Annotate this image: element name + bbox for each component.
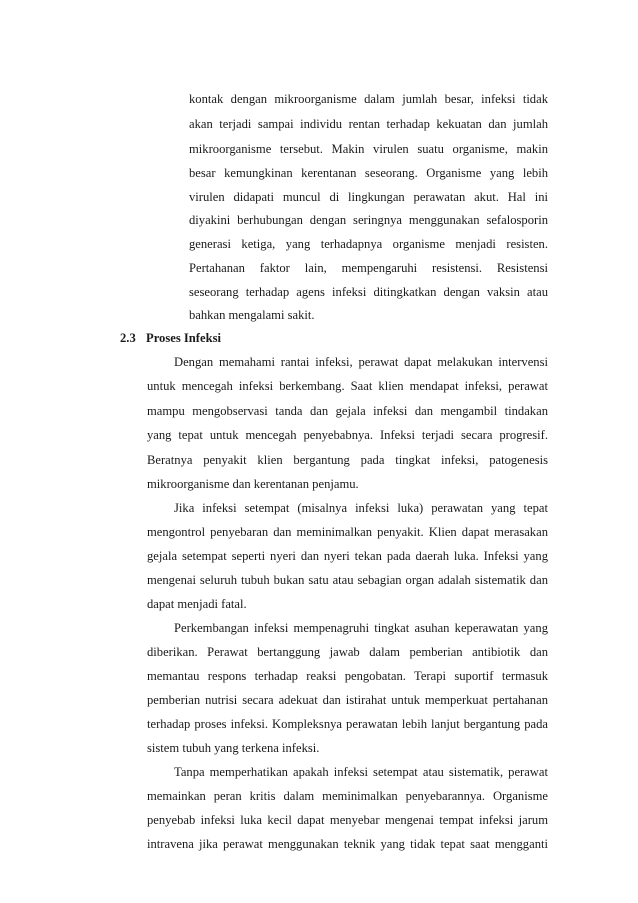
text-line: diberikan. Perawat bertanggung jawab dalam pemberian antibiotik dan [147, 645, 548, 659]
text-line: memainkan peran kritis dalam meminimalkan penyebarannya. Organisme [147, 789, 548, 803]
text-line: diyakini berhubungan dengan seringnya menggunakan sefalosporin [189, 213, 548, 227]
text-line: sistem tubuh yang terkena infeksi. [147, 741, 320, 755]
text-line: memantau respons terhadap reaksi pengobatan. Terapi suportif termasuk [147, 669, 548, 683]
section-number: 2.3 [120, 331, 136, 345]
text-line: Dengan memahami rantai infeksi, perawat dapat melakukan intervensi [174, 355, 548, 369]
text-line: bahkan mengalami sakit. [189, 308, 315, 322]
text-line: Tanpa memperhatikan apakah infeksi setempat atau sistematik, perawat [174, 765, 548, 779]
text-line: mampu mengobservasi tanda dan gejala infeksi dan mengambil tindakan [147, 404, 548, 418]
text-line: kontak dengan mikroorganisme dalam jumlah besar, infeksi tidak [189, 92, 548, 106]
text-line: Pertahanan faktor lain, mempengaruhi resistensi. Resistensi [189, 261, 548, 275]
text-line: mikroorganisme dan kerentanan penjamu. [147, 477, 359, 491]
section-title: Proses Infeksi [146, 331, 221, 345]
text-line: Beratnya penyakit klien bergantung pada tingkat infeksi, patogenesis [147, 453, 548, 467]
text-line: generasi ketiga, yang terhadapnya organisme menjadi resisten. [189, 237, 548, 251]
text-line: Jika infeksi setempat (misalnya infeksi luka) perawatan yang tepat [174, 501, 548, 515]
text-line: pemberian nutrisi secara adekuat dan istirahat untuk memperkuat pertahanan [147, 693, 548, 707]
text-line: mengenai seluruh tubuh bukan satu atau sebagian organ adalah sistematik dan [147, 573, 548, 587]
text-line: akan terjadi sampai individu rentan terhadap kekuatan dan jumlah [189, 117, 548, 131]
text-line: besar kemungkinan kerentanan seseorang. Organisme yang lebih [189, 166, 548, 180]
text-line: virulen didapati muncul di lingkungan perawatan akut. Hal ini [189, 190, 548, 204]
text-line: untuk mencegah infeksi berkembang. Saat klien mendapat infeksi, perawat [147, 379, 548, 393]
text-line: Perkembangan infeksi mempenagruhi tingkat asuhan keperawatan yang [174, 621, 548, 635]
text-line: mengontrol penyebaran dan meminimalkan penyakit. Klien dapat merasakan [147, 525, 548, 539]
text-line: terhadap proses infeksi. Kompleksnya perawatan lebih lanjut bergantung pada [147, 717, 548, 731]
text-line: dapat menjadi fatal. [147, 597, 247, 611]
text-line: intravena jika perawat menggunakan teknik yang tidak tepat saat mengganti [147, 837, 548, 851]
text-line: gejala setempat seperti nyeri dan nyeri tekan pada daerah luka. Infeksi yang [147, 549, 548, 563]
text-line: penyebab infeksi luka kecil dapat menyebar mengenai tempat infeksi jarum [147, 813, 548, 827]
section-heading [120, 330, 221, 346]
text-line: mikroorganisme tersebut. Makin virulen suatu organisme, makin [189, 142, 548, 156]
text-line: seseorang terhadap agens infeksi ditingkatkan dengan vaksin atau [189, 285, 548, 299]
text-line: yang tepat untuk mencegah penyebabnya. Infeksi terjadi secara progresif. [147, 428, 548, 442]
